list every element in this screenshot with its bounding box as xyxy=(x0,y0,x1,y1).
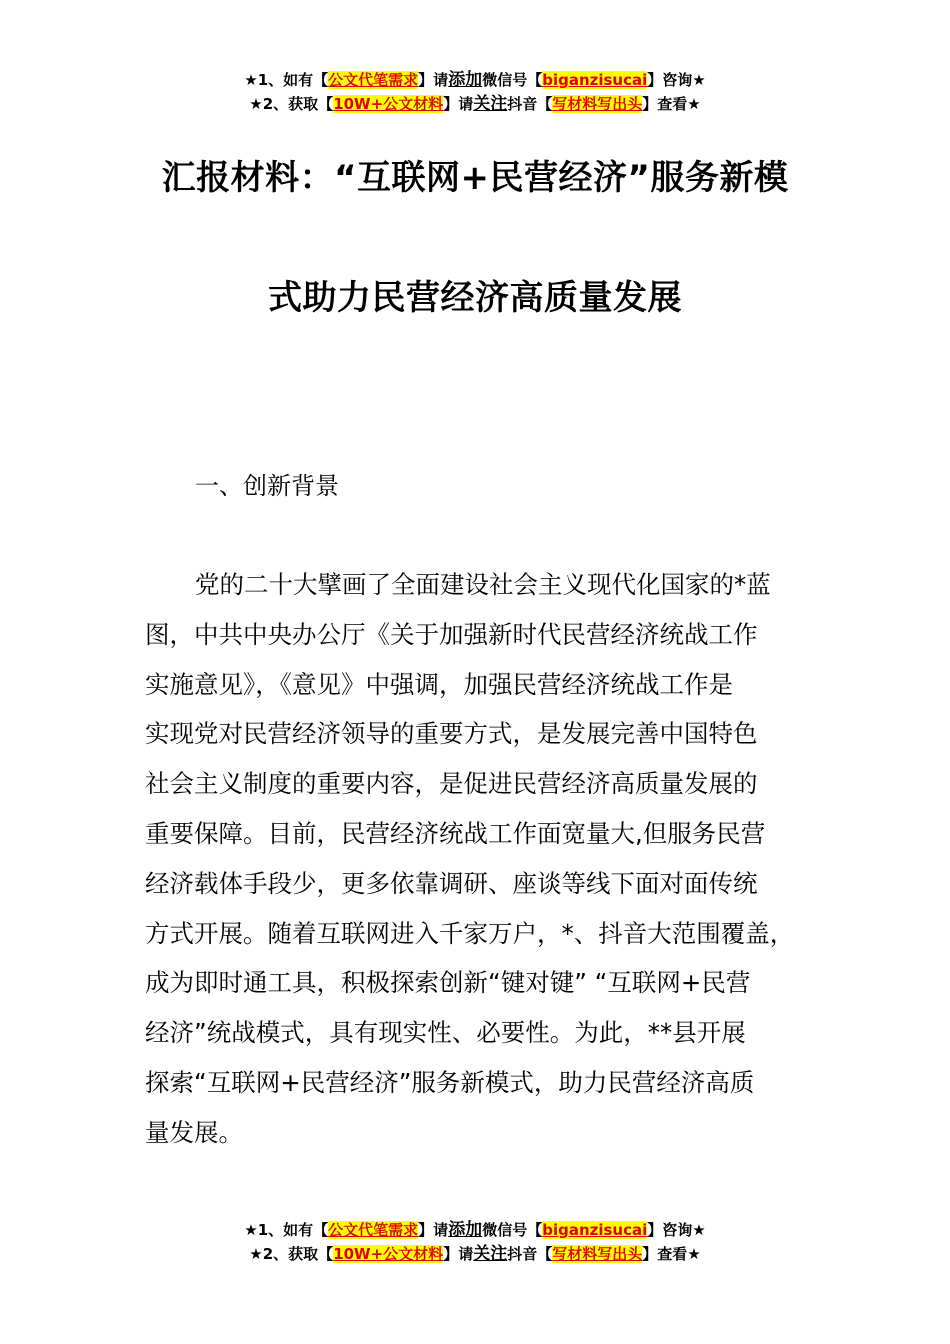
promo-text: ★2、获取【 xyxy=(249,1245,334,1263)
promo-text: 】查看★ xyxy=(642,95,701,113)
paragraph-line: 实现党对民营经济领导的重要方式，是发展完善中国特色 xyxy=(145,719,758,749)
promo-highlight: 10W+公文材料 xyxy=(333,1245,444,1263)
paragraph-line: 实施意见》，《意见》中强调，加强民营经济统战工作是 xyxy=(145,669,733,699)
document-title-line-2: 式助力民营经济高质量发展 xyxy=(268,278,682,318)
promo-highlight: 10W+公文材料 xyxy=(333,95,444,113)
paragraph-line: 经济载体手段少，更多依靠调研、座谈等线下面对面传统 xyxy=(145,868,758,898)
promo-douyin-id: 写材料写出头 xyxy=(552,95,643,113)
paragraph-line: 量发展。 xyxy=(145,1117,243,1147)
paragraph-line: 成为即时通工具，积极探索创新“键对键” “互联网+民营 xyxy=(145,968,751,998)
paragraph-line: 经济”统战模式，具有现实性、必要性。为此，**县开展 xyxy=(145,1018,746,1048)
promo-text: 】查看★ xyxy=(642,1245,701,1263)
promo-text: 抖音【 xyxy=(507,95,553,113)
promo-text: 】咨询★ xyxy=(647,71,706,89)
promo-footer xyxy=(0,1218,950,1266)
promo-emphasis: 关注 xyxy=(473,94,508,114)
promo-text: ★1、如有【 xyxy=(244,71,329,89)
promo-text: 】请 xyxy=(418,71,449,89)
paragraph-line: 探索“互联网+民营经济”服务新模式，助力民营经济高质 xyxy=(145,1067,755,1097)
promo-highlight: 公文代笔需求 xyxy=(328,1221,419,1239)
body-paragraph xyxy=(145,560,794,1158)
document-title-line-1: 汇报材料：“互联网+民营经济”服务新模 xyxy=(161,158,789,198)
promo-text: ★1、如有【 xyxy=(244,1221,329,1239)
paragraph-line: 社会主义制度的重要内容，是促进民营经济高质量发展的 xyxy=(145,769,758,799)
promo-highlight: 公文代笔需求 xyxy=(328,71,419,89)
promo-text: ★2、获取【 xyxy=(249,95,334,113)
promo-text: 】请 xyxy=(418,1221,449,1239)
promo-text: 抖音【 xyxy=(507,1245,553,1263)
promo-emphasis: 添加 xyxy=(448,70,483,90)
promo-line-1 xyxy=(0,1218,950,1242)
paragraph-line: 重要保障。目前，民营经济统战工作面宽量大,但服务民营 xyxy=(145,818,766,848)
promo-text: 】请 xyxy=(443,1245,474,1263)
promo-wechat-id: biganzisucai xyxy=(542,71,648,89)
promo-text: 】咨询★ xyxy=(647,1221,706,1239)
promo-emphasis: 关注 xyxy=(473,1244,508,1264)
promo-text: 微信号【 xyxy=(482,1221,543,1239)
promo-emphasis: 添加 xyxy=(448,1220,483,1240)
promo-line-1 xyxy=(0,68,950,92)
promo-text: 】请 xyxy=(443,95,474,113)
paragraph-line: 党的二十大擘画了全面建设社会主义现代化国家的*蓝 xyxy=(195,570,771,599)
promo-text: 微信号【 xyxy=(482,71,543,89)
paragraph-line: 方式开展。随着互联网进入千家万户，*、抖音大范围覆盖， xyxy=(145,918,795,948)
promo-line-2 xyxy=(0,1242,950,1266)
promo-douyin-id: 写材料写出头 xyxy=(552,1245,643,1263)
promo-header xyxy=(0,68,950,116)
promo-wechat-id: biganzisucai xyxy=(542,1221,648,1239)
promo-line-2 xyxy=(0,92,950,116)
paragraph-line: 图，中共中央办公厅《关于加强新时代民营经济统战工作 xyxy=(145,619,758,649)
section-heading: 一、创新背景 xyxy=(195,472,339,500)
